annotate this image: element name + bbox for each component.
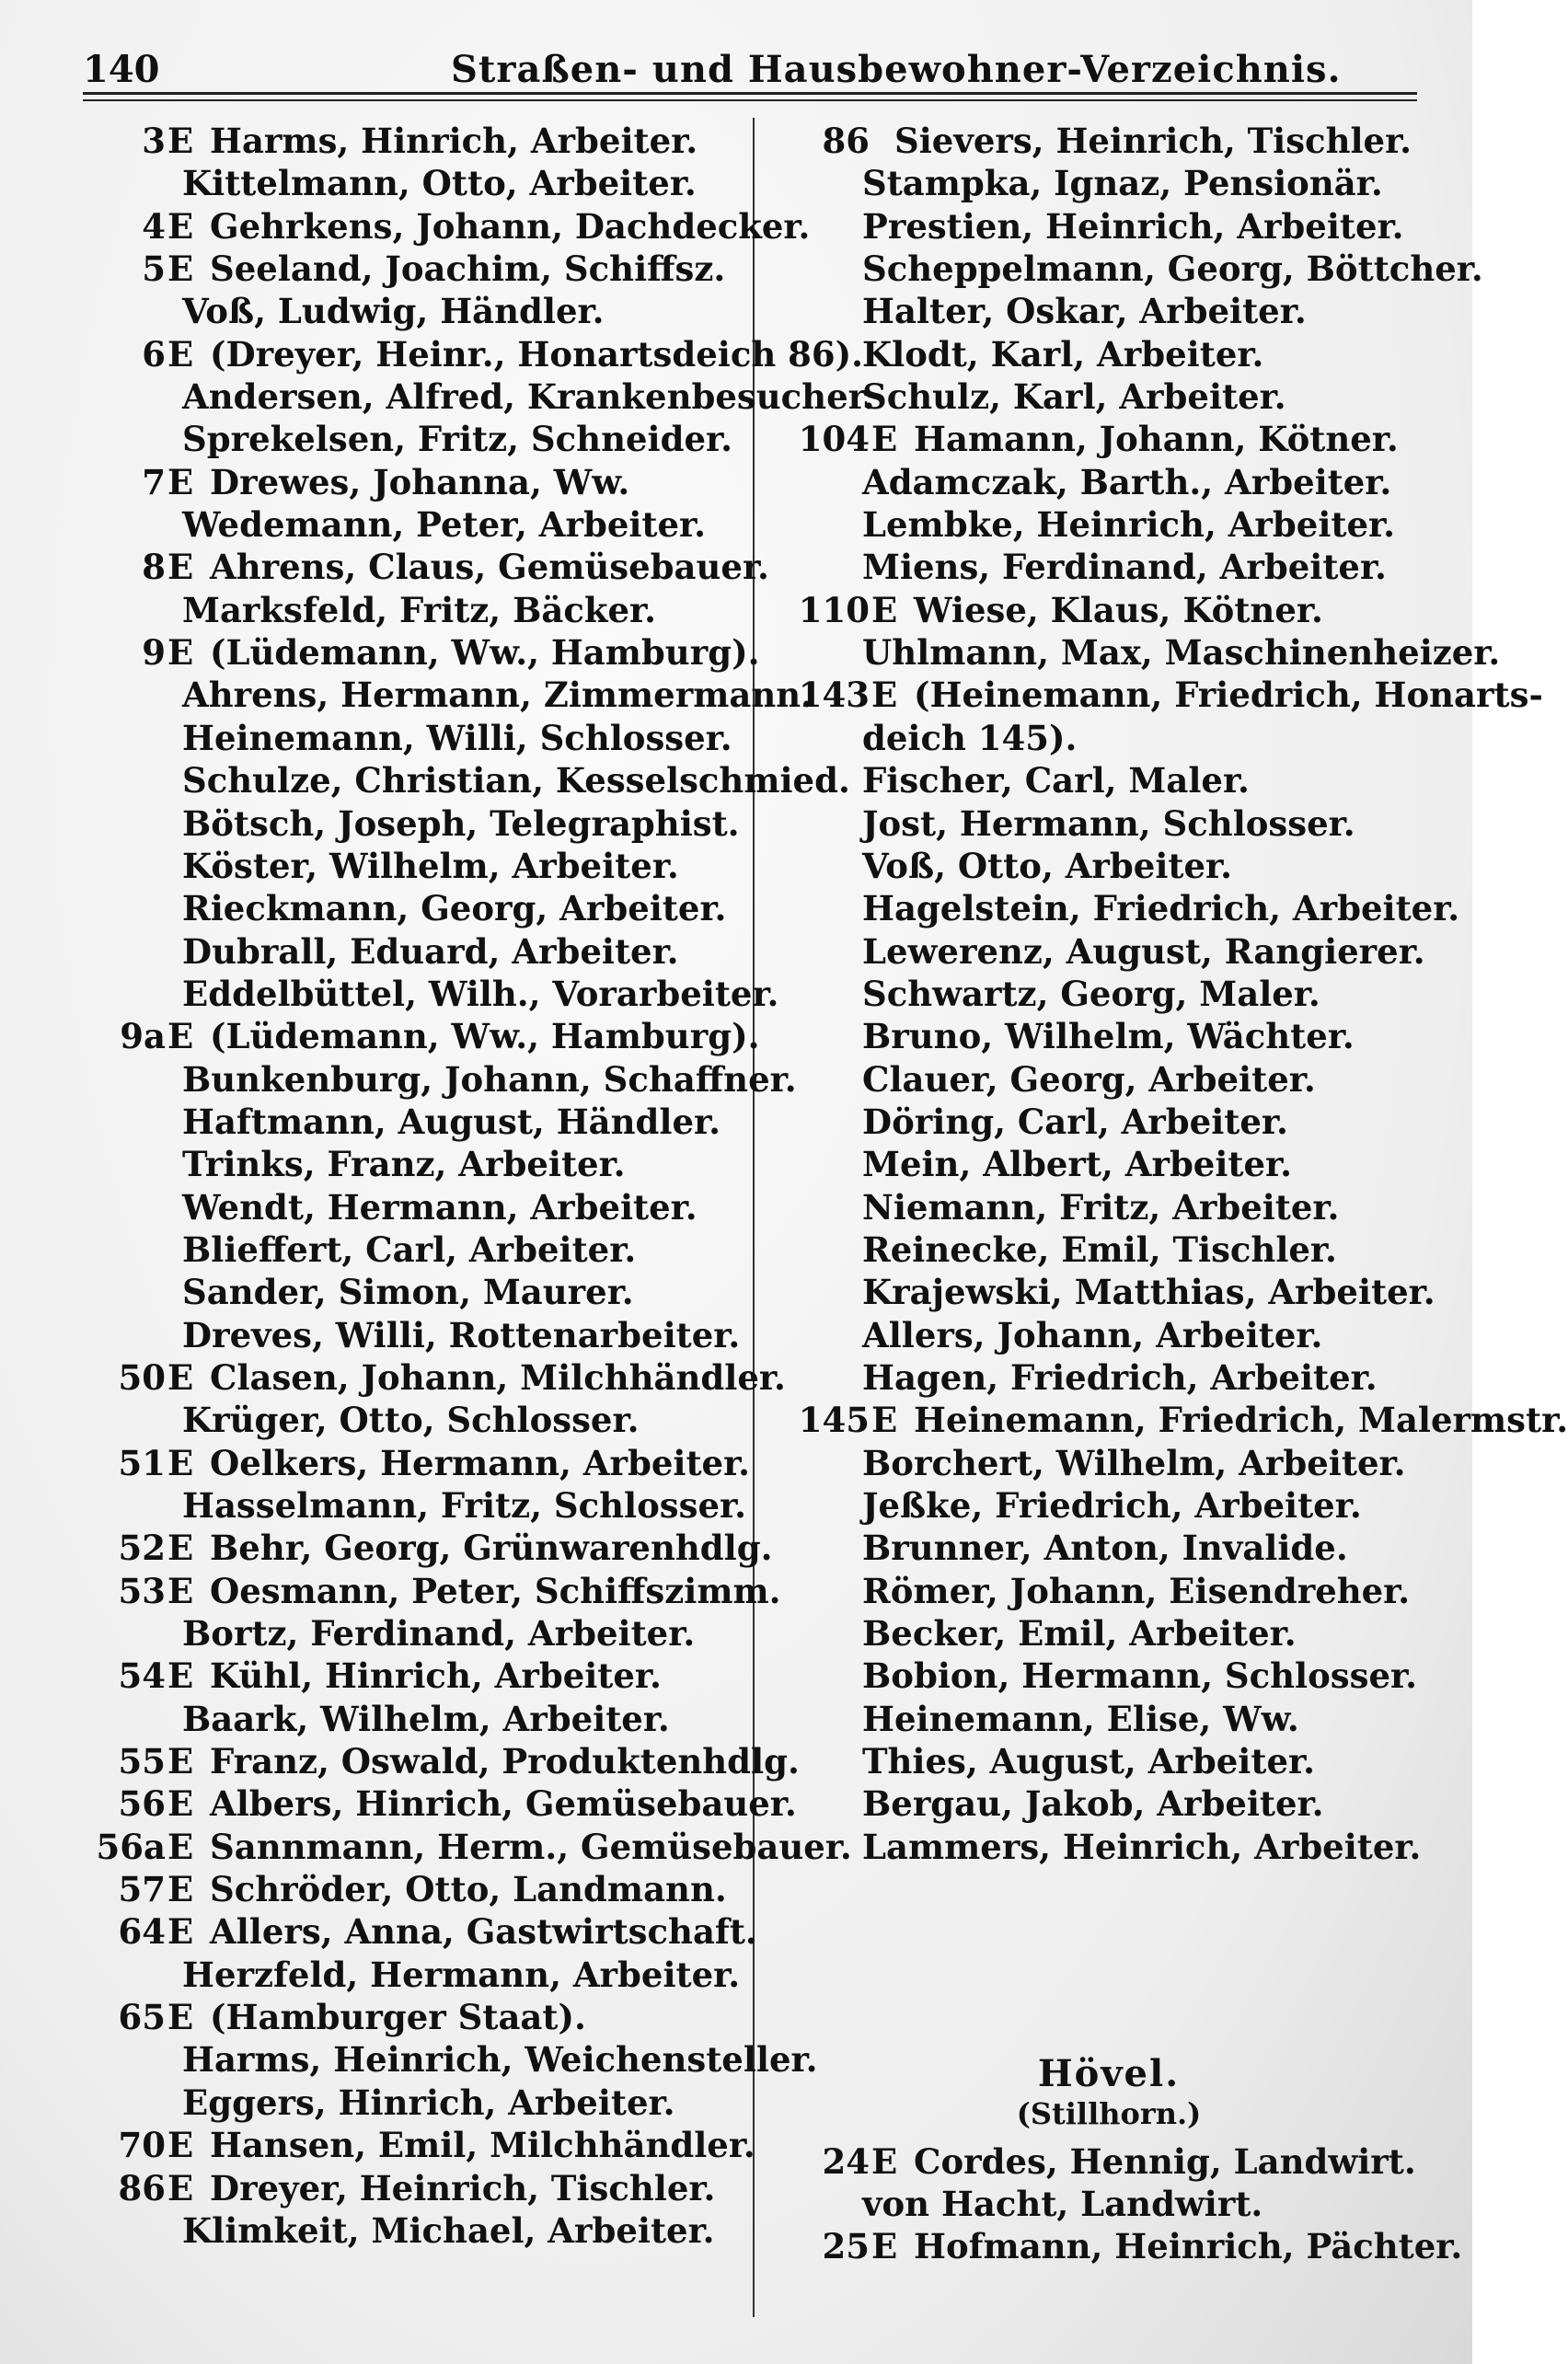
resident-text: Lembke, Heinrich, Arbeiter. <box>862 504 1395 546</box>
directory-entry <box>759 1228 1458 1271</box>
directory-entry <box>759 930 1458 973</box>
resident-text: Gehrkens, Johann, Dachdecker. <box>210 205 811 247</box>
directory-entry <box>83 1101 745 1143</box>
directory-entry <box>759 248 1483 290</box>
owner-marker: E <box>871 2140 898 2182</box>
resident-text: Wedemann, Peter, Arbeiter. <box>182 504 707 546</box>
directory-entry <box>83 759 850 801</box>
directory-entry <box>83 1058 797 1101</box>
resident-text: Dreyer, Heinrich, Tischler. <box>210 2167 716 2208</box>
directory-entry <box>759 1271 1458 1313</box>
directory-entry <box>759 1655 1458 1697</box>
directory-entry <box>83 1570 781 1612</box>
directory-entry <box>83 1612 745 1655</box>
house-number: 55 <box>118 1741 166 1782</box>
directory-entry <box>83 2038 818 2081</box>
directory-entry <box>759 1740 1458 1782</box>
section-subtitle-hoevel: (Stillhorn.) <box>1016 2095 1202 2131</box>
directory-entry <box>83 1910 757 1953</box>
resident-text: Borchert, Wilhelm, Arbeiter. <box>862 1442 1406 1483</box>
directory-entry <box>83 1356 786 1399</box>
directory-entry <box>759 887 1458 929</box>
resident-text: Sander, Simon, Maurer. <box>182 1272 634 1313</box>
resident-text: Mein, Albert, Arbeiter. <box>862 1144 1293 1185</box>
resident-text: Sannmann, Herm., Gemüsebauer. <box>210 1826 852 1867</box>
owner-marker: E <box>871 589 898 630</box>
directory-entry <box>759 1782 1458 1825</box>
directory-entry <box>83 375 875 418</box>
resident-text: Wiese, Klaus, Kötner. <box>914 589 1323 630</box>
directory-entry <box>759 461 1458 503</box>
directory-entry <box>83 1399 745 1441</box>
resident-text: Klodt, Karl, Arbeiter. <box>862 333 1264 375</box>
resident-text: Halter, Oskar, Arbeiter. <box>862 291 1307 332</box>
resident-text: Clasen, Johann, Milchhändler. <box>210 1356 786 1398</box>
resident-text: (Lüdemann, Ww., Hamburg). <box>210 632 760 674</box>
directory-entry <box>759 674 1543 716</box>
directory-entry <box>759 503 1458 546</box>
directory-entry <box>759 418 1458 460</box>
resident-text: Albers, Hinrich, Gemüsebauer. <box>210 1783 797 1825</box>
directory-entry <box>759 1484 1458 1527</box>
house-number: 51 <box>118 1442 166 1483</box>
house-number: 25 <box>822 2226 870 2267</box>
house-number: 53 <box>118 1570 166 1611</box>
directory-entry <box>759 631 1501 674</box>
resident-text: Heinemann, Willi, Schlosser. <box>182 717 732 758</box>
directory-entry <box>83 162 745 204</box>
resident-text: Herzfeld, Hermann, Arbeiter. <box>182 1954 741 1995</box>
house-number: 145 <box>798 1400 870 1441</box>
resident-text: Niemann, Fritz, Arbeiter. <box>862 1186 1340 1228</box>
directory-entry <box>83 717 745 759</box>
house-number: 104 <box>798 419 870 460</box>
column-divider <box>753 118 755 2317</box>
house-number: 86 <box>822 121 870 161</box>
owner-marker: E <box>871 2226 898 2267</box>
resident-text: Schwartz, Georg, Maler. <box>862 973 1320 1014</box>
house-number: 8 <box>142 547 166 588</box>
directory-entry <box>83 589 745 631</box>
directory-entry <box>83 1186 745 1228</box>
resident-text: Döring, Carl, Arbeiter. <box>862 1101 1288 1142</box>
resident-text: Eddelbüttel, Wilh., Vorarbeiter. <box>182 973 779 1014</box>
directory-entry <box>83 1996 745 2038</box>
resident-text: (Dreyer, Heinr., Honartsdeich 86). <box>210 333 864 375</box>
house-number: 64 <box>118 1911 166 1953</box>
directory-entry <box>759 162 1458 204</box>
directory-entry <box>83 1271 745 1313</box>
owner-marker: E <box>167 1997 194 2038</box>
owner-marker: E <box>167 1570 194 1611</box>
resident-text: Bunkenburg, Johann, Schaffner. <box>182 1058 797 1100</box>
directory-entry <box>759 717 1458 759</box>
resident-text: Heinemann, Elise, Ww. <box>862 1698 1299 1739</box>
house-number: 70 <box>118 2125 166 2166</box>
directory-entry <box>759 1612 1458 1655</box>
directory-entry <box>83 1228 745 1271</box>
resident-text: Scheppelmann, Georg, Böttcher. <box>862 248 1483 290</box>
directory-entry <box>83 2209 745 2252</box>
directory-entry <box>83 461 745 503</box>
resident-text: Krüger, Otto, Schlosser. <box>182 1400 640 1441</box>
resident-text: Trinks, Franz, Arbeiter. <box>182 1144 626 1185</box>
directory-entry <box>759 290 1458 332</box>
resident-text: Jost, Hermann, Schlosser. <box>862 802 1355 844</box>
resident-text: Ahrens, Claus, Gemüsebauer. <box>210 547 769 588</box>
directory-entry <box>83 1442 751 1484</box>
directory-entry <box>83 2167 745 2209</box>
header-rule <box>83 92 1417 95</box>
directory-entry <box>759 1356 1458 1399</box>
owner-marker: E <box>167 2167 194 2208</box>
house-number: 9 <box>142 632 166 674</box>
directory-entry <box>83 1868 745 1910</box>
resident-text: Hansen, Emil, Milchhändler. <box>210 2125 755 2166</box>
owner-marker: E <box>167 1869 194 1910</box>
directory-entry <box>83 1143 745 1185</box>
resident-text: Brunner, Anton, Invalide. <box>862 1528 1348 1569</box>
house-number: 3 <box>142 121 166 161</box>
resident-text: Schulze, Christian, Kesselschmied. <box>182 760 850 801</box>
owner-marker: E <box>871 419 898 460</box>
resident-text: Wendt, Hermann, Arbeiter. <box>182 1186 698 1228</box>
resident-text: Bergau, Jakob, Arbeiter. <box>862 1783 1324 1825</box>
resident-text: Thies, August, Arbeiter. <box>862 1741 1315 1782</box>
directory-entry <box>759 333 1458 375</box>
resident-text: Adamczak, Barth., Arbeiter. <box>862 461 1392 502</box>
resident-text: Ahrens, Hermann, Zimmermann. <box>182 675 813 716</box>
house-number: 56a <box>96 1826 166 1867</box>
directory-entry <box>83 1782 797 1825</box>
directory-entry <box>83 1655 745 1697</box>
owner-marker: E <box>167 2125 194 2166</box>
directory-entry <box>759 845 1458 887</box>
resident-text: Bobion, Hermann, Schlosser. <box>862 1655 1417 1697</box>
resident-text: Kittelmann, Otto, Arbeiter. <box>182 163 697 204</box>
resident-text: deich 145). <box>862 717 1078 758</box>
directory-entry <box>83 1314 745 1356</box>
resident-text: Voß, Ludwig, Händler. <box>182 291 605 332</box>
resident-text: Bruno, Wilhelm, Wächter. <box>862 1016 1355 1057</box>
resident-text: Sievers, Heinrich, Tischler. <box>894 121 1412 161</box>
resident-text: Cordes, Hennig, Landwirt. <box>914 2140 1416 2182</box>
owner-marker: E <box>167 1911 194 1953</box>
resident-text: Allers, Johann, Arbeiter. <box>862 1314 1323 1355</box>
resident-text: Oesmann, Peter, Schiffszimm. <box>210 1570 781 1611</box>
house-number: 5 <box>142 248 166 290</box>
resident-text: Haftmann, August, Händler. <box>182 1101 721 1142</box>
owner-marker: E <box>167 1741 194 1782</box>
resident-text: Behr, Georg, Grünwarenhdlg. <box>210 1528 773 1569</box>
resident-text: (Lüdemann, Ww., Hamburg). <box>210 1016 760 1057</box>
directory-entry <box>759 1314 1458 1356</box>
owner-marker: E <box>167 547 194 588</box>
hoevel-entries <box>759 2140 1463 2268</box>
running-title: Straßen- und Hausbewohner-Verzeichnis. <box>451 48 1342 91</box>
house-number: 4 <box>142 205 166 247</box>
resident-text: Lammers, Heinrich, Arbeiter. <box>862 1826 1422 1867</box>
directory-entry <box>759 802 1458 845</box>
directory-entry <box>83 1954 745 1996</box>
house-number: 24 <box>822 2140 870 2182</box>
resident-text: Heinemann, Friedrich, Malermstr. <box>914 1400 1568 1441</box>
resident-text: Andersen, Alfred, Krankenbesucher. <box>182 376 875 418</box>
resident-text: Hagelstein, Friedrich, Arbeiter. <box>862 888 1460 929</box>
directory-entry <box>83 887 745 929</box>
resident-text: Kühl, Hinrich, Arbeiter. <box>210 1655 662 1697</box>
resident-text: Eggers, Hinrich, Arbeiter. <box>182 2081 675 2123</box>
house-number: 9a <box>120 1016 166 1057</box>
owner-marker: E <box>167 1783 194 1825</box>
resident-text: Bortz, Ferdinand, Arbeiter. <box>182 1613 696 1655</box>
resident-text: Blieffert, Carl, Arbeiter. <box>182 1228 637 1270</box>
owner-marker: E <box>167 1826 194 1867</box>
owner-marker: E <box>167 1442 194 1483</box>
directory-entry <box>759 973 1458 1015</box>
resident-text: Klimkeit, Michael, Arbeiter. <box>182 2209 715 2251</box>
directory-entry <box>83 631 760 674</box>
owner-marker: E <box>871 675 898 716</box>
resident-text: Prestien, Heinrich, Arbeiter. <box>862 205 1404 247</box>
directory-entry <box>83 1015 760 1057</box>
page-header <box>83 44 1417 99</box>
resident-text: Hamann, Johann, Kötner. <box>914 419 1399 460</box>
house-number: 50 <box>118 1356 166 1398</box>
directory-entry <box>759 205 1458 248</box>
resident-text: Fischer, Carl, Maler. <box>862 760 1250 801</box>
directory-entry <box>759 1143 1458 1185</box>
directory-entry <box>83 120 745 162</box>
resident-text: Köster, Wilhelm, Arbeiter. <box>182 845 679 886</box>
directory-entry <box>759 1698 1458 1740</box>
directory-entry <box>83 503 745 546</box>
directory-entry <box>759 546 1458 588</box>
resident-text: Dreves, Willi, Rottenarbeiter. <box>182 1314 741 1355</box>
directory-entry <box>83 2124 755 2166</box>
right-column <box>759 120 1568 1868</box>
resident-text: Reinecke, Emil, Tischler. <box>862 1228 1337 1270</box>
owner-marker: E <box>167 121 194 161</box>
directory-entry <box>83 845 745 887</box>
directory-entry <box>759 1015 1458 1057</box>
resident-text: Krajewski, Matthias, Arbeiter. <box>862 1272 1435 1313</box>
resident-text: Franz, Oswald, Produktenhdlg. <box>210 1741 800 1782</box>
resident-text: Stampka, Ignaz, Pensionär. <box>862 163 1383 204</box>
resident-text: Sprekelsen, Fritz, Schneider. <box>182 419 732 460</box>
owner-marker: E <box>167 1528 194 1569</box>
resident-text: von Hacht, Landwirt. <box>862 2183 1263 2224</box>
resident-text: Hasselmann, Fritz, Schlosser. <box>182 1485 746 1526</box>
header-rule-thin <box>83 99 1417 101</box>
directory-entry <box>759 759 1458 801</box>
resident-text: Dubrall, Eduard, Arbeiter. <box>182 930 679 972</box>
directory-entry <box>759 1527 1458 1569</box>
house-number: 56 <box>118 1783 166 1825</box>
directory-entry <box>759 1826 1458 1868</box>
house-number: 86 <box>118 2167 166 2208</box>
directory-entry <box>759 1058 1458 1101</box>
resident-text: Schulz, Karl, Arbeiter. <box>862 376 1286 418</box>
directory-entry <box>759 2140 1458 2183</box>
owner-marker: E <box>167 1356 194 1398</box>
directory-entry <box>759 1101 1458 1143</box>
owner-marker: E <box>167 248 194 290</box>
directory-entry <box>83 2081 745 2124</box>
resident-text: Seeland, Joachim, Schiffsz. <box>210 248 726 290</box>
directory-entry <box>759 1442 1458 1484</box>
house-number: 54 <box>118 1655 166 1697</box>
resident-text: Lewerenz, August, Rangierer. <box>862 930 1425 972</box>
resident-text: Rieckmann, Georg, Arbeiter. <box>182 888 727 929</box>
house-number: 57 <box>118 1869 166 1910</box>
directory-entry <box>83 205 811 248</box>
house-number: 143 <box>798 675 870 716</box>
resident-text: Jeßke, Friedrich, Arbeiter. <box>862 1485 1362 1526</box>
directory-entry <box>83 290 745 332</box>
directory-entry <box>83 1740 800 1782</box>
owner-marker: E <box>167 205 194 247</box>
directory-entry <box>759 1399 1568 1441</box>
resident-text: Allers, Anna, Gastwirtschaft. <box>210 1911 757 1953</box>
directory-entry <box>83 546 769 588</box>
page-number: 140 <box>83 48 160 91</box>
house-number: 65 <box>118 1997 166 2038</box>
directory-entry <box>83 418 745 460</box>
directory-entry <box>759 2225 1463 2267</box>
directory-entry <box>759 120 1458 162</box>
directory-entry <box>83 930 745 973</box>
resident-text: Uhlmann, Max, Maschinenheizer. <box>862 632 1501 674</box>
resident-text: Schröder, Otto, Landmann. <box>210 1869 727 1910</box>
directory-entry <box>759 1186 1458 1228</box>
directory-entry <box>83 802 745 845</box>
owner-marker: E <box>871 1400 898 1441</box>
directory-entry <box>83 973 779 1015</box>
owner-marker: E <box>167 1655 194 1697</box>
resident-text: Becker, Emil, Arbeiter. <box>862 1613 1297 1655</box>
directory-entry <box>83 248 745 290</box>
resident-text: Oelkers, Hermann, Arbeiter. <box>210 1442 751 1483</box>
resident-text: Baark, Wilhelm, Arbeiter. <box>182 1698 670 1739</box>
resident-text: Drewes, Johanna, Ww. <box>210 461 630 502</box>
resident-text: Harms, Hinrich, Arbeiter. <box>210 121 698 161</box>
resident-text: Miens, Ferdinand, Arbeiter. <box>862 547 1387 588</box>
directory-entry <box>83 1826 852 1868</box>
resident-text: Hofmann, Heinrich, Pächter. <box>914 2226 1463 2267</box>
owner-marker: E <box>167 461 194 502</box>
resident-text: (Heinemann, Friedrich, Honarts- <box>914 675 1543 716</box>
resident-text: Römer, Johann, Eisendreher. <box>862 1570 1411 1611</box>
owner-marker: E <box>167 333 194 375</box>
directory-entry <box>83 1484 745 1527</box>
resident-text: (Hamburger Staat). <box>210 1997 586 2038</box>
resident-text: Marksfeld, Fritz, Bäcker. <box>182 589 657 630</box>
directory-entry <box>83 674 813 716</box>
directory-entry <box>759 1570 1458 1612</box>
resident-text: Clauer, Georg, Arbeiter. <box>862 1058 1316 1100</box>
house-number: 110 <box>798 589 870 630</box>
resident-text: Voß, Otto, Arbeiter. <box>862 845 1232 886</box>
resident-text: Harms, Heinrich, Weichensteller. <box>182 2039 818 2081</box>
directory-entry <box>83 1527 773 1569</box>
owner-marker: E <box>167 1016 194 1057</box>
resident-text: Hagen, Friedrich, Arbeiter. <box>862 1356 1378 1398</box>
resident-text: Bötsch, Joseph, Telegraphist. <box>182 802 740 844</box>
owner-marker: E <box>167 632 194 674</box>
section-title-hoevel: Hövel. <box>1037 2051 1181 2095</box>
house-number: 7 <box>142 461 166 502</box>
directory-entry <box>759 375 1458 418</box>
house-number: 52 <box>118 1528 166 1569</box>
directory-entry <box>83 1698 745 1740</box>
directory-entry <box>759 2183 1458 2225</box>
house-number: 6 <box>142 333 166 375</box>
directory-entry <box>83 333 864 375</box>
directory-entry <box>759 589 1458 631</box>
